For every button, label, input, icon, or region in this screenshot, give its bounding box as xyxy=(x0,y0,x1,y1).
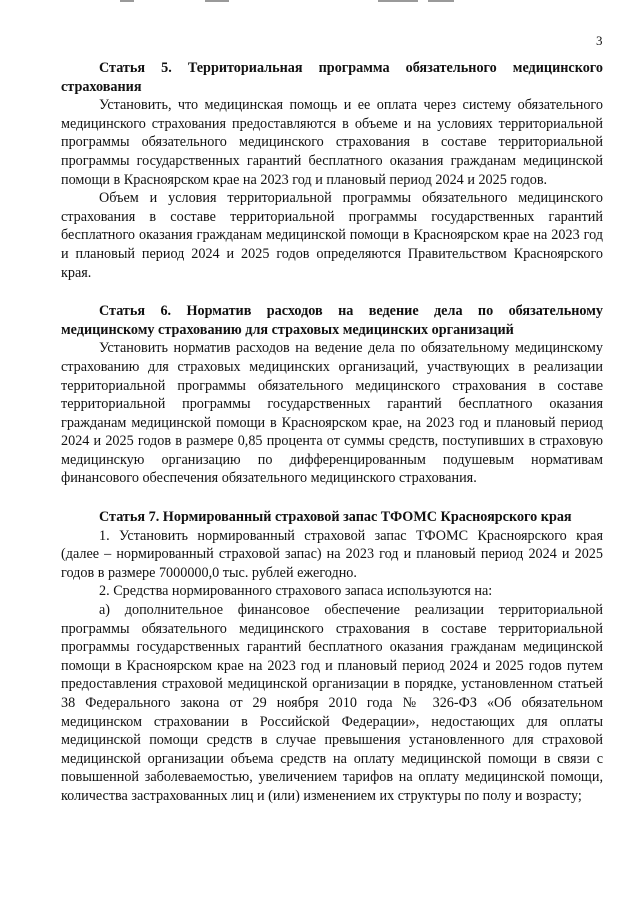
document-body xyxy=(61,59,603,826)
article-paragraph: 1. Установить нормированный страховой запас ТФОМС Красноярского края (далее – нормированный страховой запас) на 2023 год и плановый период 2024 и 2025 годов в размере 7000000,0 тыс. рублей ежегодно. xyxy=(61,527,603,581)
page-number: 3 xyxy=(596,33,603,48)
article-paragraph: а) дополнительное финансовое обеспечение реализации территориальной программы обязательного медицинского страхования в составе территориальной программы государственных гарантий бесплатного оказания гражданам медицинской помощи в Красноярском крае на 2023 год и плановый период 2024 и 2025 годов путем предоставления страховой медицинской организации в порядке, установленном статьей 38 Федерального закона от 29 ноября 2010 года № 326-ФЗ «Об обязательном медицинском страховании в Российской Федерации», недостающих для оплаты медицинской помощи средств в случае превышения установленного для страховой медицинской организации объема средств на оплату медицинской помощи в связи с повышенной заболеваемостью, увеличением тарифов на оплату медицинской помощи, количества застрахованных лиц и (или) изменением их структуры по полу и возрасту; xyxy=(61,602,603,804)
article-7 xyxy=(61,508,603,806)
article-6 xyxy=(61,302,603,488)
article-paragraph: Установить норматив расходов на ведение дела по обязательному медицинскому страхованию для страховых медицинских организаций, участвующих в реализации территориальной программы обязательного медицинского страхования в составе территориальной программы государственных гарантий бесплатного оказания гражданам медицинской помощи в Красноярском крае, на 2023 год и плановый период 2024 и 2025 годов в размере 0,85 процента от суммы средств, поступивших в страховую медицинскую организацию по дифференцированным подушевым нормативам финансового обеспечения обязательного медицинского страхования. xyxy=(61,340,603,487)
article-title: Статья 7. Нормированный страховой запас ТФОМС Красноярского края xyxy=(99,509,572,526)
article-paragraph: 2. Средства нормированного страхового запаса используются на: xyxy=(99,583,493,600)
article-title: Статья 6. Норматив расходов на ведение дела по обязательному медицинскому страхованию для страховых медицинских организаций xyxy=(61,303,603,338)
article-5 xyxy=(61,59,603,282)
article-paragraph: Установить, что медицинская помощь и ее оплата через систему обязательного медицинского страхования предоставляются в объеме и на условиях территориальной программы обязательного медицинского страхования в составе территориальной программы государственных гарантий бесплатного оказания гражданам медицинской помощи в Красноярском крае на 2023 год и плановый период 2024 и 2025 годов. xyxy=(61,97,603,188)
article-title: Статья 5. Территориальная программа обязательного медицинского страхования xyxy=(61,60,603,95)
scan-artifact-top xyxy=(0,0,636,6)
article-paragraph: Объем и условия территориальной программы обязательного медицинского страхования в составе территориальной программы государственных гарантий бесплатного оказания гражданам медицинской помощи в Красноярском крае на 2023 год и плановый период 2024 и 2025 годов определяются Правительством Красноярского края. xyxy=(61,190,603,281)
